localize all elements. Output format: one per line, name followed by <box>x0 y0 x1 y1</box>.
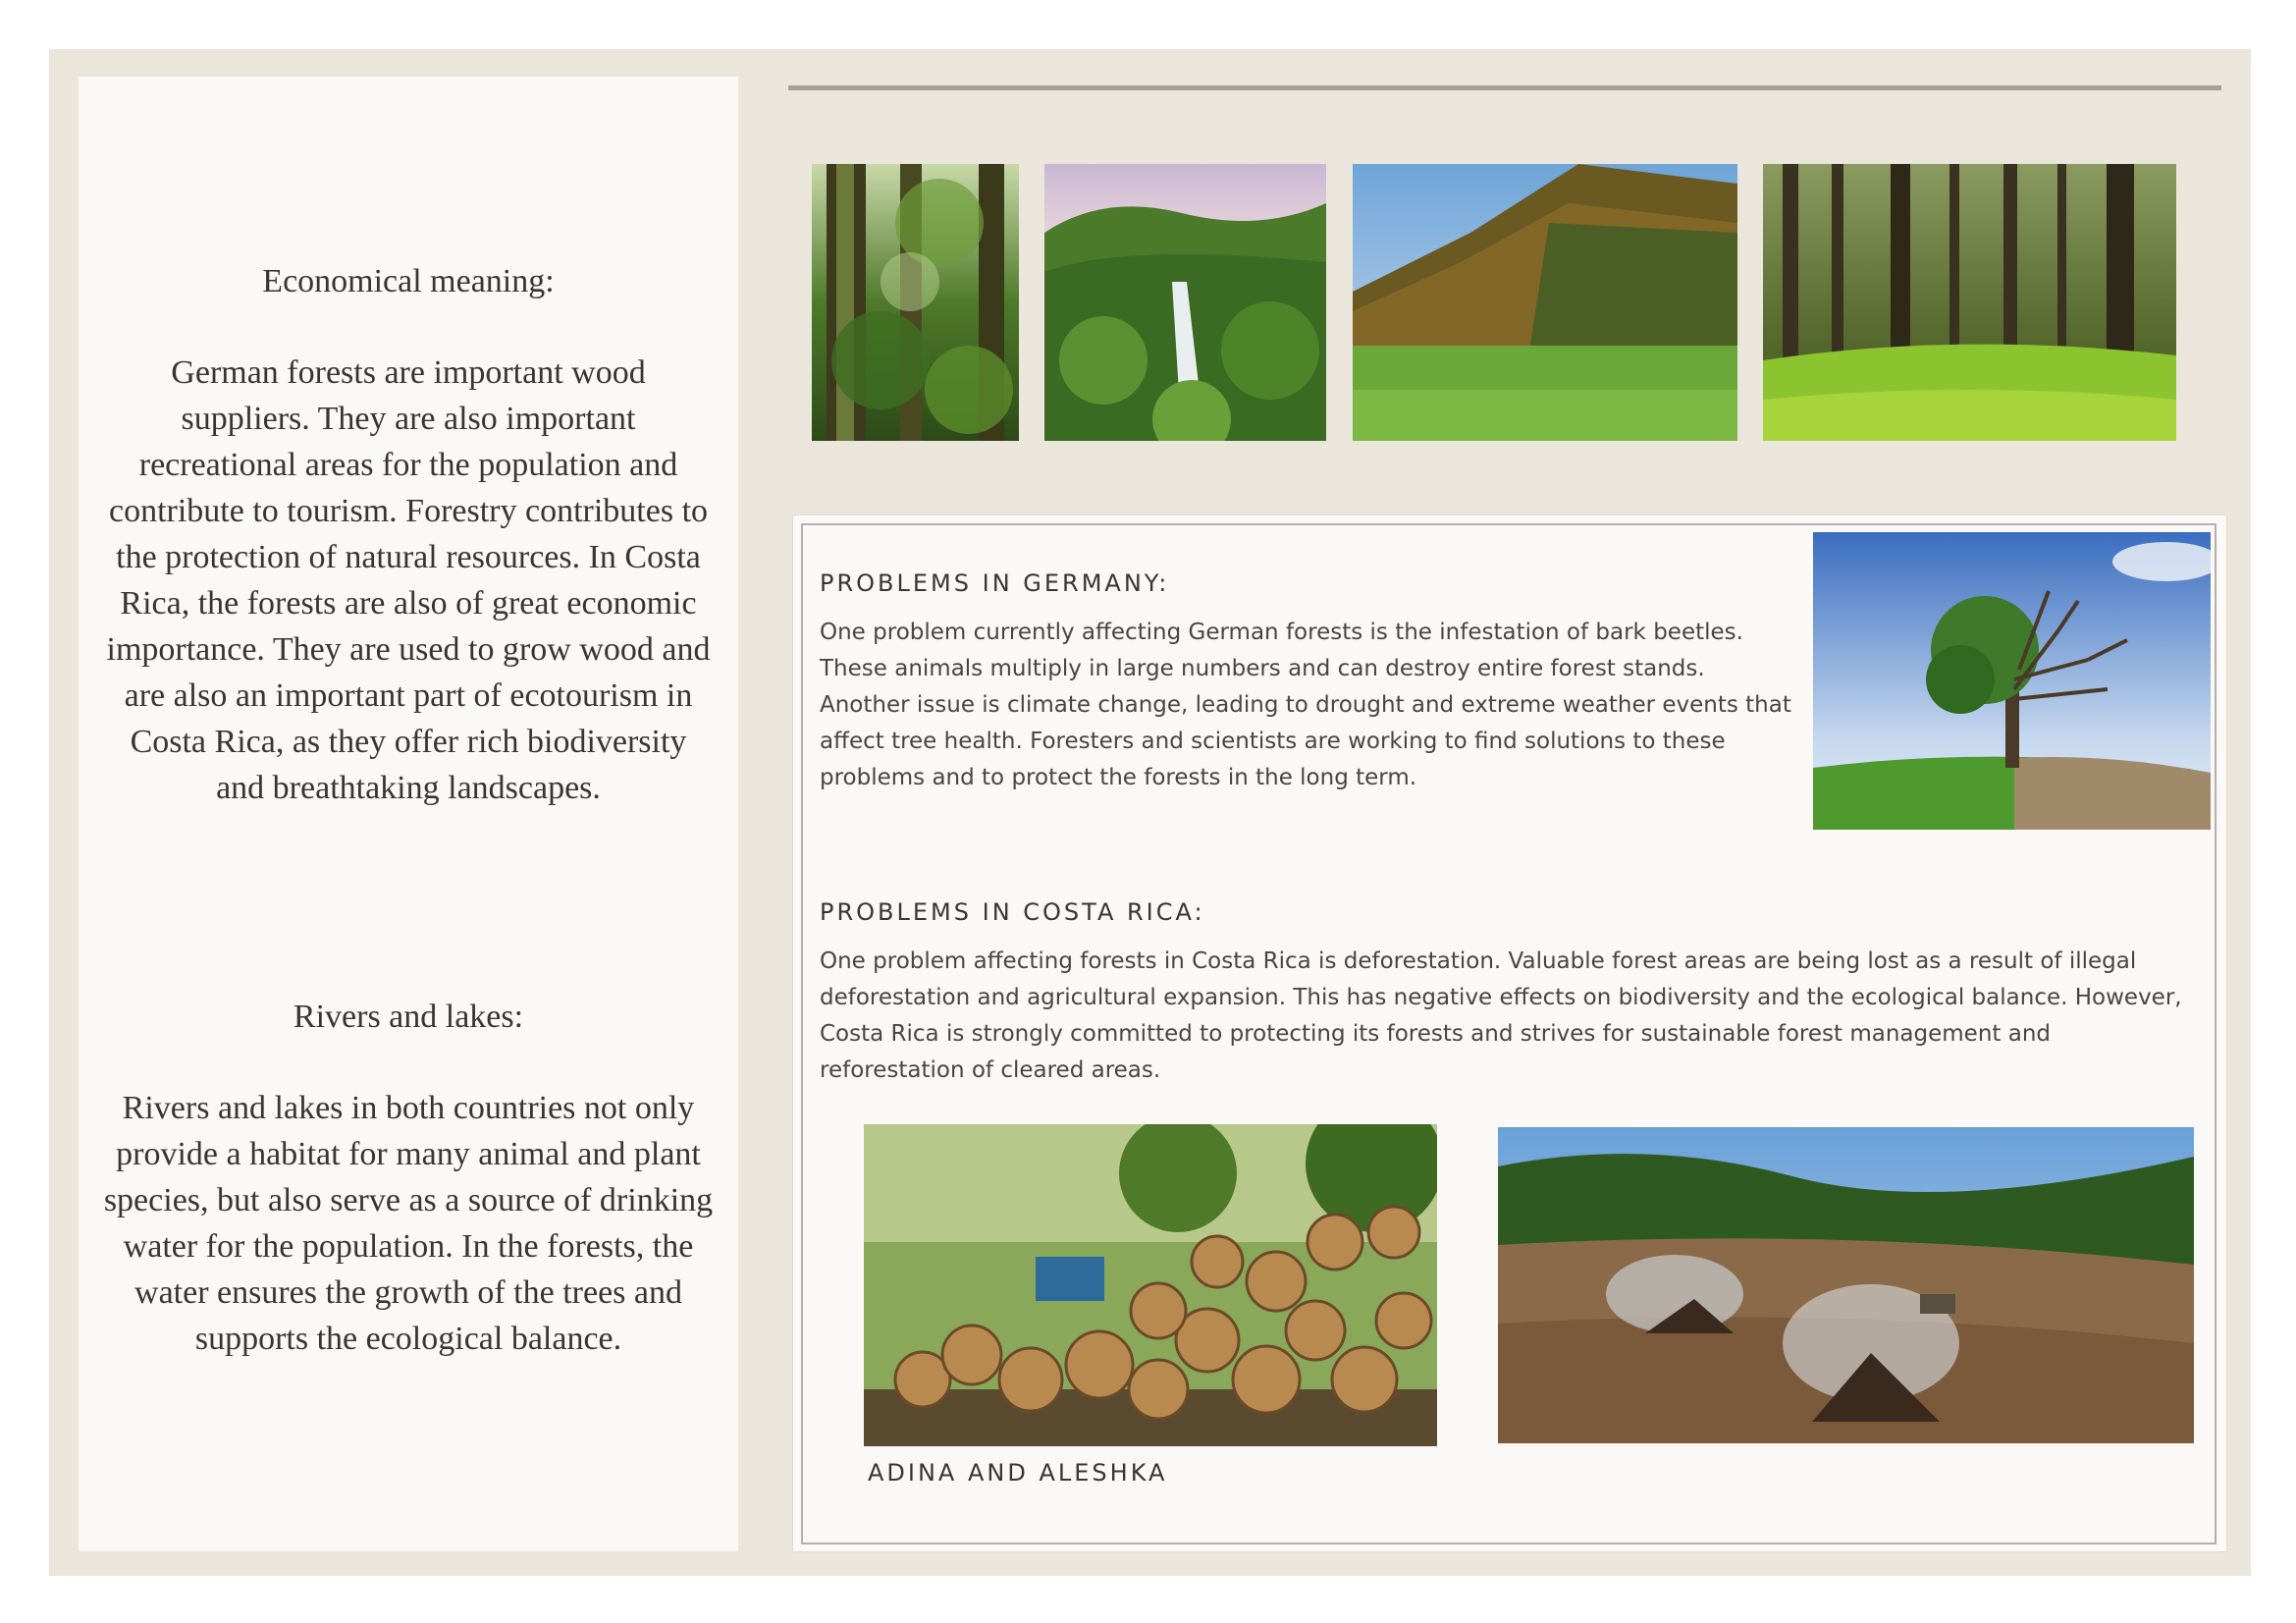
rivers-heading: Rivers and lakes: <box>293 999 524 1035</box>
economic-body: German forests are important wood suppliers. They are also important recreational areas for the population and contribute to tourism. Forestry contributes to the protection of natural resources. In Costa Rica, the forests are also of great economic importance. They are used to grow wood and are also an important part of ecotourism in Costa Rica, as they offer rich biodiversity and breathtaking landscapes. <box>106 354 711 806</box>
mountain-meadow-photo <box>1353 164 1737 441</box>
waterfall-photo <box>1044 164 1326 441</box>
jungle-forest-photo <box>812 164 1019 441</box>
germany-problems-text: One problem currently affecting German forests is the infestation of bark beetles. These animals multiply in large numbers and can destroy entire forest stands. Another issue is climate change, leading to drought and extreme weather events that affect tree health. Foresters and scientists are working to find solutions to these problems and to protect the forests in the long term. <box>820 620 1791 790</box>
economic-heading: Economical meaning: <box>262 263 555 299</box>
author-credit: ADINA AND ALESHKA <box>868 1459 1168 1487</box>
top-divider-rule <box>788 85 2221 90</box>
costa-rica-problems-heading: PROBLEMS IN COSTA RICA: <box>820 898 1205 926</box>
pine-forest-photo <box>1763 164 2176 441</box>
costa-rica-problems-text: One problem affecting forests in Costa Rica is deforestation. Valuable forest areas are being lost as a result of illegal deforestation and agricultural expansion. This has negative effects on biodiversity and the ecological balance. However, Costa Rica is strongly committed to protecting its forests and strives for sustainable forest management and reforestation of cleared areas. <box>820 948 2182 1083</box>
germany-problems-heading: PROBLEMS IN GERMANY: <box>820 569 1170 597</box>
half-dead-tree-photo <box>1813 532 2211 830</box>
rivers-body: Rivers and lakes in both countries not only provide a habitat for many animal and plant species, but also serve as a source of drinking water for the population. In the forests, the water ensures the growth of the trees and supports the ecological balance. <box>103 1090 714 1357</box>
cut-logs-photo <box>864 1124 1437 1446</box>
left-text-panel <box>79 77 738 1551</box>
burning-clearing-photo <box>1498 1127 2194 1443</box>
